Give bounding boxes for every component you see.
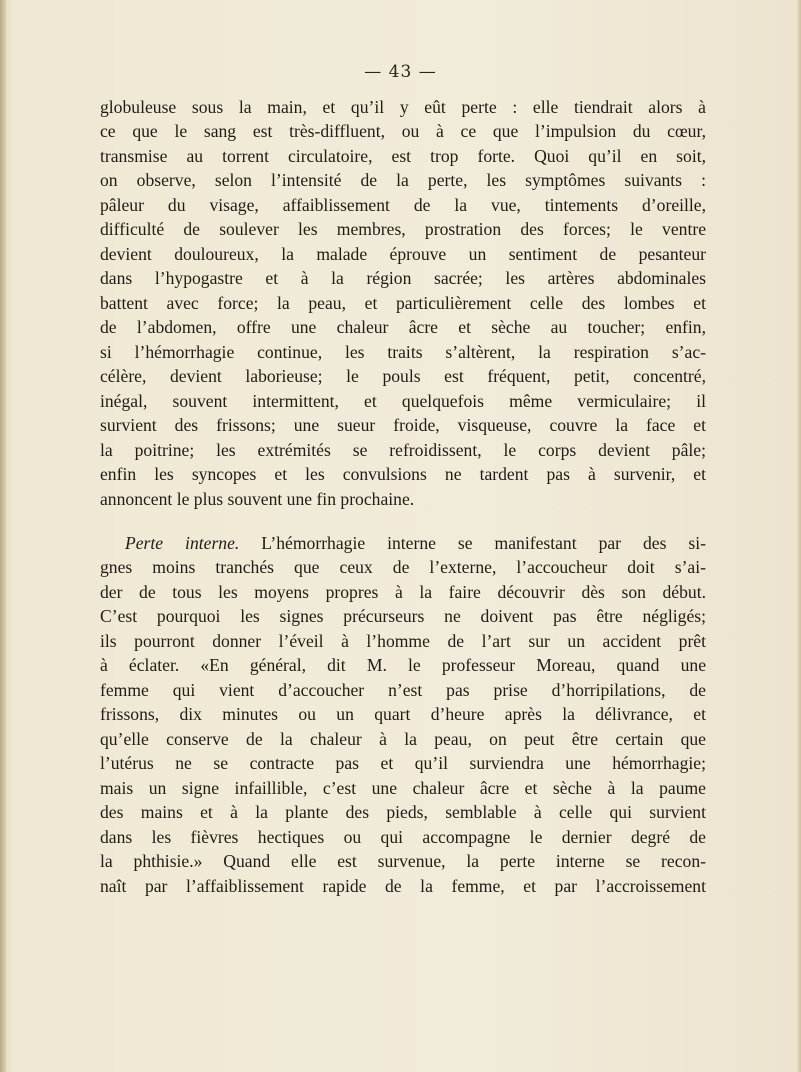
text-line: enfin les syncopes et les convulsions ne tardent pas à survenir, et [100,464,706,485]
text-line: devient douloureux, la malade éprouve un sentiment de pesanteur [100,243,706,264]
text-line: des mains et à la plante des pieds, semblable à celle qui survient [100,802,706,823]
text-line: survient des frissons; une sueur froide, visqueuse, couvre la face et [100,415,706,436]
text-line: annoncent le plus souvent une fin prochaine. [100,488,415,509]
text-line: der de tous les moyens propres à la faire découvrir dès son début. [100,581,706,602]
page-number: — 43 — [364,62,437,82]
paragraph-gap [100,511,706,531]
text-line: C’est pourquoi les signes précurseurs ne doivent pas être négligés; [100,606,706,627]
text-line: frissons, dix minutes ou un quart d’heure après la délivrance, et [100,704,706,725]
text-line: dans l’hypogastre et à la région sacrée; les artères abdominales [100,268,706,289]
text-line: battent avec force; la peau, et particulièrement celle des lombes et [100,292,706,313]
text-line: pâleur du visage, affaiblissement de la vue, tintements d’oreille, [100,194,706,215]
text-line: transmise au torrent circulatoire, est trop forte. Quoi qu’il en soit, [100,145,706,166]
text-line: inégal, souvent intermittent, et quelquefois même vermiculaire; il [100,390,706,411]
page-edge-left [0,0,6,1072]
paragraph-1 [100,95,706,511]
section-heading: Perte interne. [125,532,240,553]
text-line: de l’abdomen, offre une chaleur âcre et sèche au toucher; enfin, [100,317,706,338]
text-line: dans les fièvres hectiques ou qui accompagne le dernier degré de [100,826,706,847]
body-text [100,95,706,898]
page-edge-right [797,0,801,1072]
text-line: à éclater. «En général, dit M. le professeur Moreau, quand une [100,655,706,676]
text-line: la phthisie.» Quand elle est survenue, la perte interne se recon- [100,851,706,872]
text-line: qu’elle conserve de la chaleur à la peau, on peut être certain que [100,728,706,749]
text-line: difficulté de soulever les membres, prostration des forces; le ventre [100,219,706,240]
text-line-with-heading [100,531,706,555]
text-line: gnes moins tranchés que ceux de l’externe, l’accoucheur doit s’ai- [100,557,706,578]
text-line: célère, devient laborieuse; le pouls est fréquent, petit, concentré, [100,366,706,387]
text-line: on observe, selon l’intensité de la perte, les symptômes suivants : [100,170,706,191]
text-line: mais un signe infaillible, c’est une chaleur âcre et sèche à la paume [100,777,706,798]
text-line: femme qui vient d’accoucher n’est pas prise d’horripilations, de [100,679,706,700]
text-line: la poitrine; les extrémités se refroidissent, le corps devient pâle; [100,439,706,460]
text-line: si l’hémorrhagie continue, les traits s’altèrent, la respiration s’ac- [100,341,706,362]
text-line: ils pourront donner l’éveil à l’homme de l’art sur un accident prêt [100,630,706,651]
text-line: l’utérus ne se contracte pas et qu’il surviendra une hémorrhagie; [100,753,706,774]
text-line: naît par l’affaiblissement rapide de la femme, et par l’accroissement [100,875,706,896]
text-line: ce que le sang est très-diffluent, ou à ce que l’impulsion du cœur, [100,121,706,142]
text-fragment: L’hémorrhagie interne se manifestant par des si- [239,532,706,553]
text-line: globuleuse sous la main, et qu’il y eût perte : elle tiendrait alors à [100,97,706,117]
paragraph-2 [100,531,706,898]
